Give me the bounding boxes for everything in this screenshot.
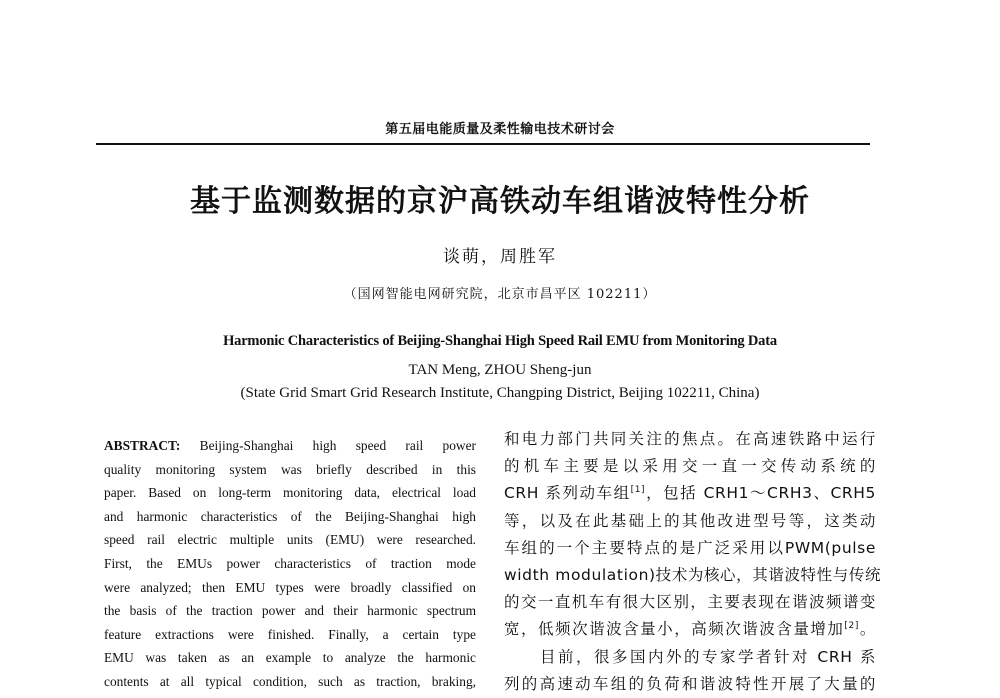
body-line: 目前，很多国内外的专家学者针对 CRH 系 — [540, 647, 876, 666]
abstract-line — [104, 434, 476, 458]
abstract-line: quality monitoring system was briefly described in this — [104, 461, 476, 477]
abstract-line: the basis of the traction power and their harmonic spectrum — [104, 603, 476, 619]
conference-header: 第五届电能质量及柔性输电技术研讨会 — [385, 122, 615, 137]
body-line: 和电力部门共同关注的焦点。在高速铁路中运行 — [504, 430, 876, 448]
body-line: 的交一直机车有很大区别，主要表现在谐波频谱变 — [504, 593, 876, 612]
english-title: Harmonic Characteristics of Beijing-Shanghai High Speed Rail EMU from Monitoring Data — [223, 333, 777, 349]
abstract-line: speed rail electric multiple units (EMU) were researched. — [104, 532, 476, 548]
body-line: 车组的一个主要特点的是广泛采用以PWM(pulse — [504, 538, 876, 557]
chinese-authors: 谈萌，周胜军 — [443, 247, 557, 267]
abstract-line: were analyzed; then EMU types were broadly classified on — [104, 579, 476, 595]
chinese-affiliation: （国网智能电网研究院，北京市昌平区 102211） — [343, 287, 657, 302]
body-line: width modulation)技术为核心，其谐波特性与传统 — [504, 565, 882, 584]
english-authors: TAN Meng, ZHOU Sheng-jun — [408, 362, 592, 378]
citation-ref-2: [2] — [844, 621, 859, 632]
body-column — [504, 426, 882, 698]
abstract-line: and harmonic characteristics of the Beijing-Shanghai high — [104, 508, 476, 524]
citation-ref-1: [1] — [630, 485, 646, 496]
chinese-title: 基于监测数据的京沪高铁动车组谐波特性分析 — [190, 184, 810, 219]
abstract-line: contents at all typical condition, such as traction, braking, — [104, 673, 476, 689]
header-rule — [96, 143, 870, 145]
body-line: 列的高速动车组的负荷和谐波特性开展了大量的 — [504, 674, 876, 693]
body-text: ，包括 CRH1～CRH3、CRH5 — [645, 484, 877, 503]
body-line — [504, 480, 876, 507]
abstract-line: EMU was taken as an example to analyze the harmonic — [104, 650, 476, 666]
abstract-line: paper. Based on long-term monitoring data, electrical load — [104, 485, 476, 501]
english-affiliation: (State Grid Smart Grid Research Institute, Changping District, Beijing 102211, China) — [240, 385, 760, 401]
abstract-label: ABSTRACT: — [104, 438, 181, 453]
abstract-line: feature extractions were finished. Finally, a certain type — [104, 626, 476, 642]
body-line: 的机车主要是以采用交一直一交传动系统的 — [504, 457, 876, 476]
body-text: 。 — [858, 620, 876, 639]
body-line: 等，以及在此基础上的其他改进型号等，这类动 — [504, 511, 876, 530]
body-text: CRH 系列动车组 — [504, 484, 631, 503]
abstract-column — [104, 434, 476, 694]
body-text: 宽，低频次谐波含量小，高频次谐波含量增加 — [504, 620, 845, 639]
body-line — [504, 616, 876, 643]
abstract-line: First, the EMUs power characteristics of traction mode — [104, 555, 476, 571]
abstract-text: Beijing-Shanghai high speed rail power — [199, 438, 476, 453]
